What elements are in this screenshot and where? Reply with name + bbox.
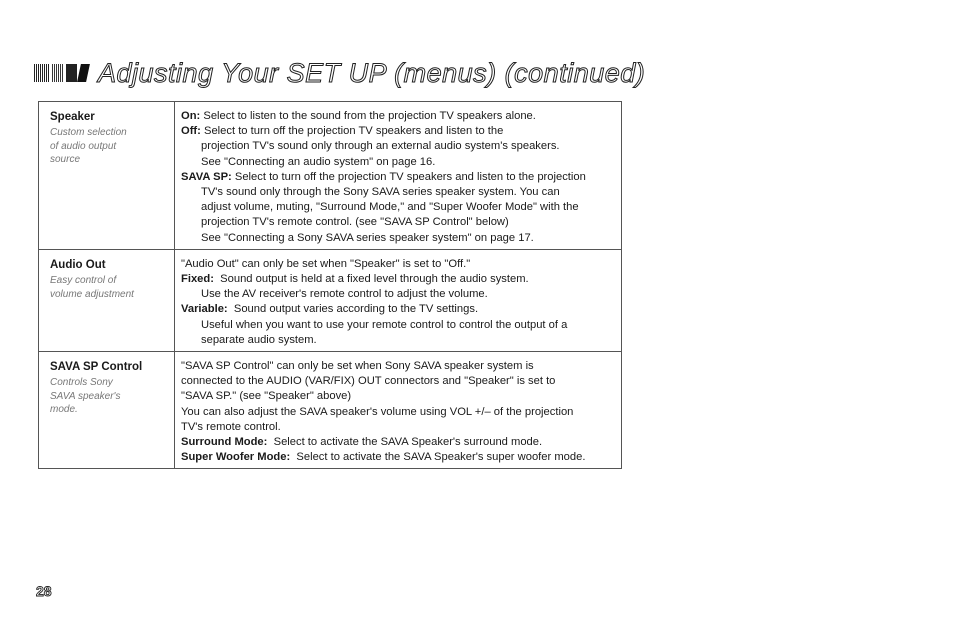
table-row xyxy=(39,102,622,250)
header-block-3 xyxy=(66,64,77,82)
header-decoration-icon xyxy=(34,64,88,82)
setting-note-line: Custom selection xyxy=(50,127,127,139)
description-line xyxy=(181,374,619,389)
option-text: Sound output is held at a fixed level through the audio system. xyxy=(213,273,529,286)
setting-note-line: source xyxy=(50,154,81,166)
option-text: Use the AV receiver's remote control to adjust the volume. xyxy=(201,288,488,301)
description-line xyxy=(181,257,619,272)
option-text: Useful when you want to use your remote control to control the output of a xyxy=(201,318,568,331)
option-text: projection TV's remote control. (see "SAVA SP Control" below) xyxy=(201,216,509,229)
setting-note xyxy=(50,126,170,167)
description-line xyxy=(181,302,619,317)
table-row xyxy=(39,352,622,469)
page-number: 28 xyxy=(36,583,52,599)
option-label: Super Woofer Mode: xyxy=(181,451,291,464)
description-line xyxy=(181,420,619,435)
option-text: Select to activate the SAVA Speaker's surround mode. xyxy=(267,436,543,449)
option-label: Surround Mode: xyxy=(181,436,268,449)
description-line xyxy=(181,405,619,420)
option-text: "Audio Out" can only be set when "Speaker" is set to "Off." xyxy=(181,257,471,270)
setting-term-cell xyxy=(39,249,175,351)
description-line xyxy=(181,185,619,200)
option-text: Select to turn off the projection TV speakers and listen to the xyxy=(200,125,504,138)
option-text: Select to listen to the sound from the projection TV speakers alone. xyxy=(200,110,536,122)
description-line xyxy=(181,389,619,404)
option-text: You can also adjust the SAVA speaker's volume using VOL +/– of the projection xyxy=(181,405,574,418)
option-text: See "Connecting an audio system" on page 16. xyxy=(201,155,436,168)
option-text: connected to the AUDIO (VAR/FIX) OUT connectors and "Speaker" is set to xyxy=(181,375,556,388)
option-text: See "Connecting a Sony SAVA series speaker system" on page 17. xyxy=(201,231,534,244)
option-text: "SAVA SP." (see "Speaker" above) xyxy=(181,390,352,403)
description-line xyxy=(181,435,619,450)
setting-note xyxy=(50,376,170,417)
table-row xyxy=(39,249,622,351)
description-line xyxy=(181,450,619,465)
setting-description-cell xyxy=(175,102,622,250)
setting-name: Audio Out xyxy=(50,258,106,271)
option-label: Variable: xyxy=(181,303,228,316)
description-line xyxy=(181,139,619,154)
setting-note xyxy=(50,274,170,301)
setting-term-cell xyxy=(39,352,175,469)
description-line xyxy=(181,200,619,215)
settings-table xyxy=(38,101,622,469)
description-line xyxy=(181,170,619,185)
option-text: "SAVA SP Control" can only be set when Sony SAVA speaker system is xyxy=(181,360,534,373)
description-line xyxy=(181,124,619,139)
description-line xyxy=(181,215,619,230)
option-text: adjust volume, muting, "Surround Mode," and "Super Woofer Mode" with the xyxy=(201,201,579,214)
setting-note-line: mode. xyxy=(50,404,78,416)
option-label: Off: xyxy=(181,125,201,138)
setting-note-line: SAVA speaker's xyxy=(50,390,121,402)
setting-name: Speaker xyxy=(50,111,95,123)
setting-name: SAVA SP Control xyxy=(50,361,143,374)
description-line xyxy=(181,333,619,348)
setting-term-cell xyxy=(39,102,175,250)
description-line xyxy=(181,287,619,302)
option-text: projection TV's sound only through an external audio system's speakers. xyxy=(201,140,560,153)
setting-note-line: of audio output xyxy=(50,140,117,152)
option-label: On: xyxy=(181,110,201,122)
description-line xyxy=(181,318,619,333)
option-text: separate audio system. xyxy=(201,333,317,346)
option-text: Sound output varies according to the TV settings. xyxy=(227,303,479,316)
option-text: Select to activate the SAVA Speaker's super woofer mode. xyxy=(290,451,586,464)
setting-note-line: Easy control of xyxy=(50,275,117,287)
description-line xyxy=(181,155,619,170)
description-line xyxy=(181,272,619,287)
header-block-2 xyxy=(52,64,64,82)
option-text: Select to turn off the projection TV speakers and listen to the projection xyxy=(231,170,586,183)
header-block-4 xyxy=(77,64,90,82)
page-header xyxy=(34,58,645,88)
header-block-1 xyxy=(34,64,50,82)
setting-description-cell xyxy=(175,249,622,351)
option-text: TV's sound only through the Sony SAVA series speaker system. You can xyxy=(201,186,560,199)
setting-note-line: Controls Sony xyxy=(50,377,113,389)
option-label: SAVA SP: xyxy=(181,170,232,183)
page-title: Adjusting Your SET UP (menus) (continued) xyxy=(98,57,646,88)
description-line xyxy=(181,231,619,246)
settings-table-body xyxy=(39,102,622,469)
option-label: Fixed: xyxy=(181,273,214,286)
description-line xyxy=(181,359,619,374)
setting-description-cell xyxy=(175,352,622,469)
setting-note-line: volume adjustment xyxy=(50,288,134,300)
option-text: TV's remote control. xyxy=(181,420,281,433)
description-line xyxy=(181,109,619,124)
